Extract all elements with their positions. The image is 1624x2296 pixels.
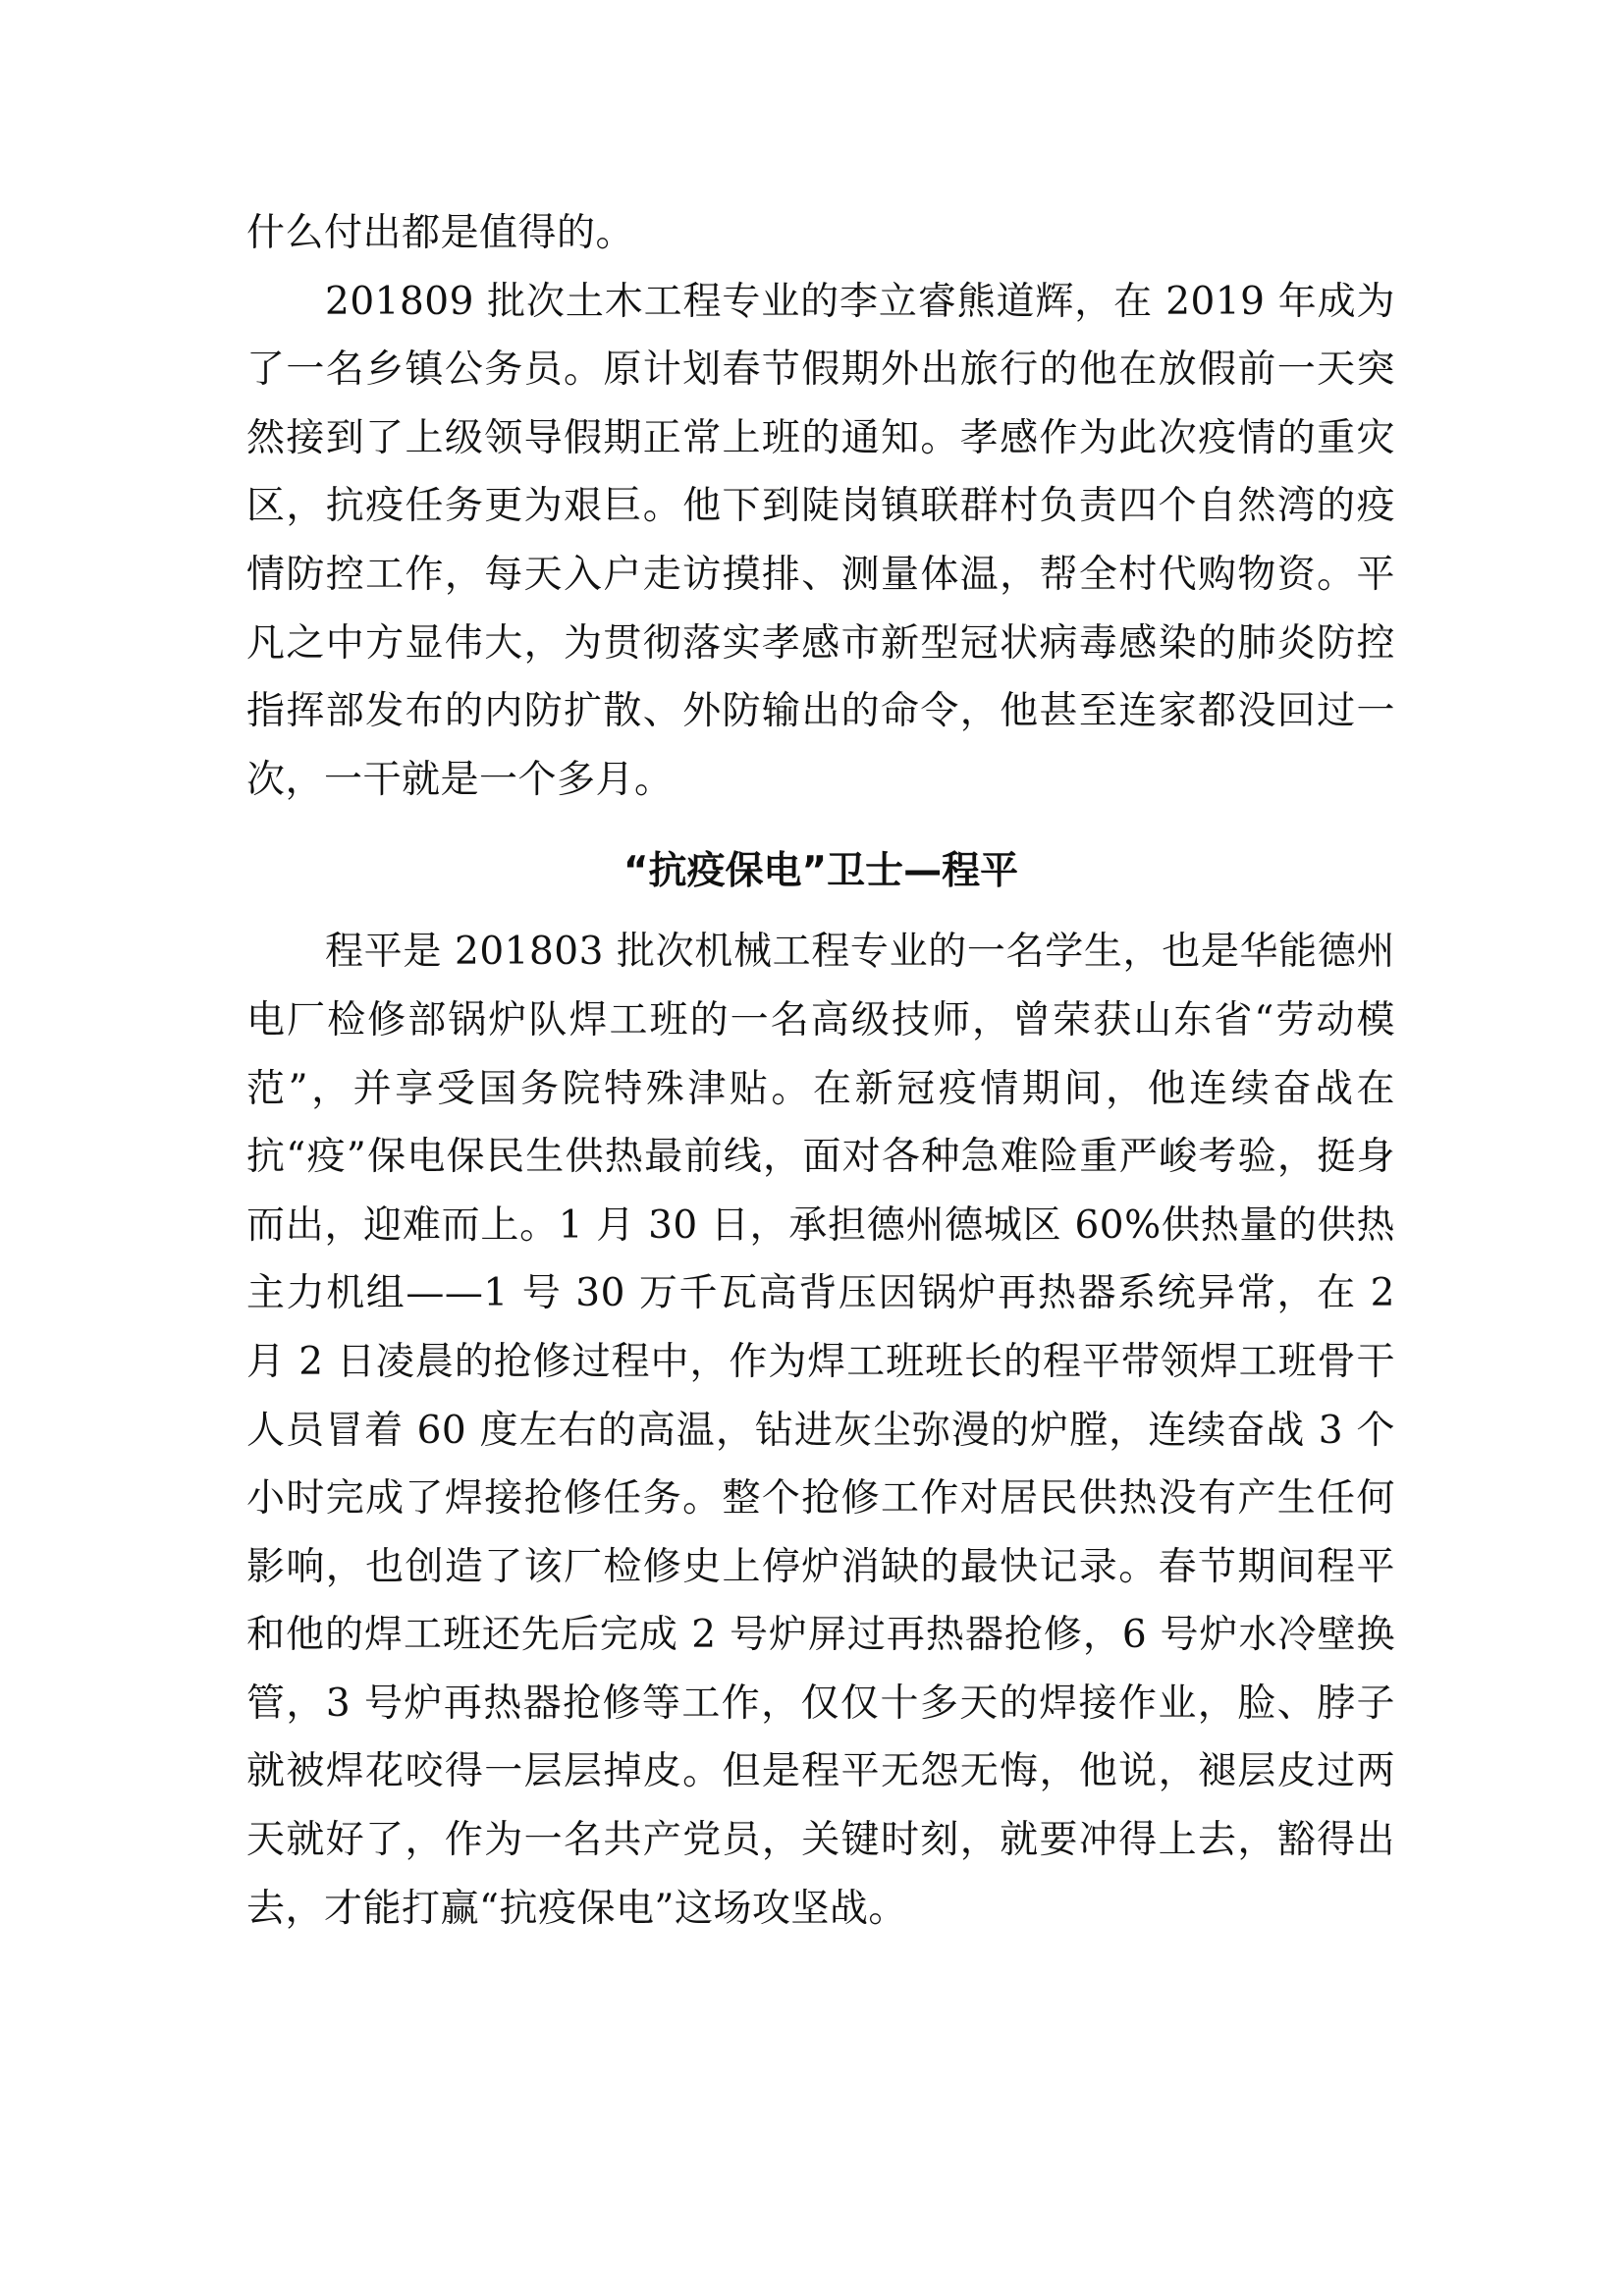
section-heading: “抗疫保电”卫士—程平 — [623, 849, 1019, 894]
document-body — [246, 199, 1395, 1943]
paragraph-continuation: 什么付出都是值得的。 — [246, 211, 635, 255]
paragraph-li-lirui: 201809 批次土木工程专业的李立睿熊道辉，在 2019 年成为了一名乡镇公务员。原计划春节假期外出旅行的他在放假前一天突然接到了上级领导假期正常上班的通知。孝感作为此次疫情的重灾区，抗疫任务更为艰巨。他下到陡岗镇联群村负责四个自然湾的疫情防控工作，每天入户走访摸排、测量体温，帮全村代购物资。平凡之中方显伟大，为贯彻落实孝感市新型冠状病毒感染的肺炎防控指挥部发布的内防扩散、外防输出的命令，他甚至连家都没回过一次，一干就是一个多月。 — [246, 279, 1395, 802]
paragraph-cheng-ping: 程平是 201803 批次机械工程专业的一名学生，也是华能德州电厂检修部锅炉队焊工班的一名高级技师，曾荣获山东省“劳动模范”，并享受国务院特殊津贴。在新冠疫情期间，他连续奋战在抗“疫”保电保民生供热最前线，面对各种急难险重严峻考验，挺身而出，迎难而上。1 月 30 日，承担德州德城区 60%供热量的供热主力机组——1 号 30 万千瓦高背压因锅炉再热器系统异常，在 2 月 2 日凌晨的抢修过程中，作为焊工班班长的程平带领焊工班骨干人员冒着 60 度左右的高温，钻进灰尘弥漫的炉膛，连续奋战 3 个小时完成了焊接抢修任务。整个抢修工作对居民供热没有产生任何影响，也创造了该厂检修史上停炉消缺的最快记录。春节期间程平和他的焊工班还先后完成 2 号炉屏过再热器抢修，6 号炉水冷壁换管，3 号炉再热器抢修等工作，仅仅十多天的焊接作业，脸、脖子就被焊花咬得一层层掉皮。但是程平无怨无悔，他说，褪层皮过两天就好了，作为一名共产党员，关键时刻，就要冲得上去，豁得出去，才能打赢“抗疫保电”这场攻坚战。 — [246, 930, 1395, 1931]
